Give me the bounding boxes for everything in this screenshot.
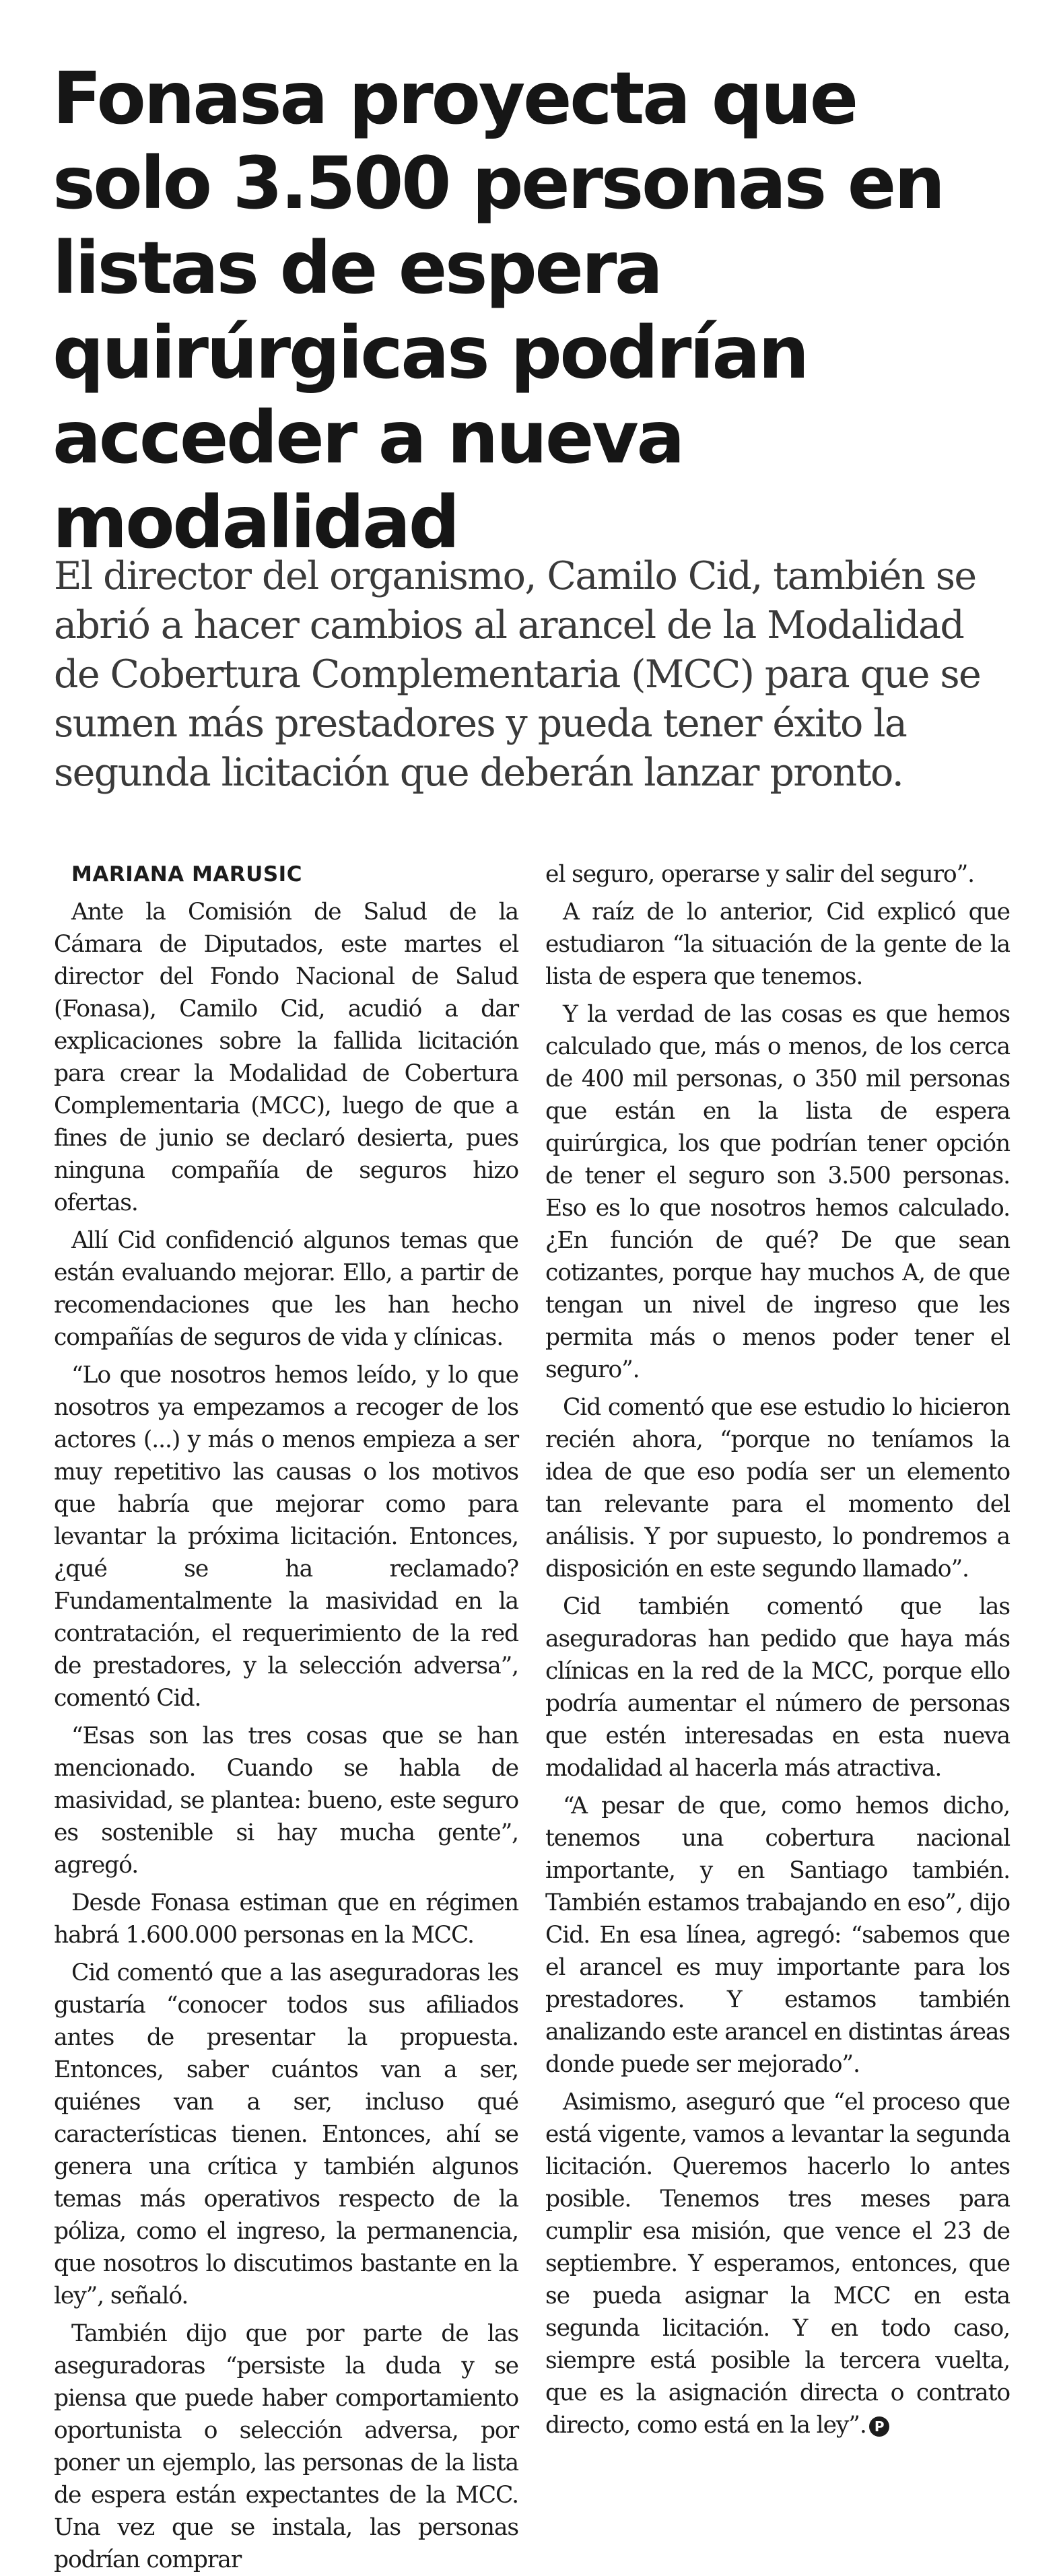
paragraph: También dijo que por parte de las aseguradoras “persiste la duda y se piensa que puede haber comportamiento oportunista o selección adversa, por poner un ejemplo, las personas de la lista de espera están expectantes de la MCC. Una vez que se instala, las personas podrían comprar — [54, 2320, 518, 2573]
paragraph: “A pesar de que, como hemos dicho, tenemos una cobertura nacional importante, y en Santiago también. También estamos trabajando en eso”, dijo Cid. En esa línea, agregó: “sabemos que el arancel es muy importante para los prestadores. Y estamos también analizando este arancel en distintas áreas donde puede ser mejorado”. — [545, 1792, 1010, 2078]
paragraph-final — [545, 2086, 1010, 2441]
paragraph: Y la verdad de las cosas es que hemos calculado que, más o menos, de los cerca de 400 mil personas, o 350 mil personas que están en la lista de espera quirúrgica, los que podrían tener opción de tener el seguro son 3.500 personas. Eso es lo que nosotros hemos calculado. ¿En función de qué? De que sean cotizantes, porque hay muchos A, de que tengan un nivel de ingreso que les permita más o menos poder tener el seguro”. — [545, 1001, 1010, 1383]
paragraph: Desde Fonasa estiman que en régimen habrá 1.600.000 personas en la MCC. — [54, 1889, 518, 1949]
column-left — [54, 858, 518, 2573]
paragraph: “Lo que nosotros hemos leído, y lo que nosotros ya empezamos a recoger de los actores (...) y más o menos empieza a ser muy repetitivo las causas o los motivos que habría que mejorar como para levantar la próxima licitación. Entonces, ¿qué se ha reclamado? Fundamentalmente la masividad en la contratación, el requerimiento de la red de prestadores, y la selección adversa”, comentó Cid. — [54, 1362, 518, 1712]
column-right — [545, 858, 1010, 2501]
end-of-article-icon: P — [869, 2416, 889, 2437]
paragraph: Cid comentó que ese estudio lo hicieron recién ahora, “porque no teníamos la idea de que eso podía ser un elemento tan relevante para el momento del análisis. Y por supuesto, lo pondremos a disposición en este segundo llamado”. — [545, 1394, 1010, 1582]
final-text: Asimismo, aseguró que “el proceso que está vigente, vamos a levantar la segunda licitación. Queremos hacerlo lo antes posible. Tenemos tres meses para cumplir esa misión, que vence el 23 de septiembre. Y esperamos, entonces, que se pueda asignar la MCC en esta segunda licitación. Y en todo caso, siempre está posible la tercera vuelta, que es la asignación directa o contrato directo, como está en la ley”. — [545, 2089, 1010, 2439]
byline: MARIANA MARUSIC — [71, 862, 302, 886]
headline: Fonasa proyecta que solo 3.500 personas en listas de espera quirúrgicas podrían acceder a nueva modalidad — [53, 57, 943, 565]
paragraph: Ante la Comisión de Salud de la Cámara de Diputados, este martes el director del Fondo Nacional de Salud (Fonasa), Camilo Cid, acudió a dar explicaciones sobre la fallida licitación para crear la Modalidad de Cobertura Complementaria (MCC), luego de que a fines de junio se declaró desierta, pues ninguna compañía de seguros hizo ofertas. — [54, 899, 518, 1216]
paragraph: Cid también comentó que las aseguradoras han pedido que haya más clínicas en la red de la MCC, porque ello podría aumentar el número de personas que estén interesadas en esta nueva modalidad al hacerla más atractiva. — [545, 1593, 1010, 1782]
paragraph: Allí Cid confidenció algunos temas que están evaluando mejorar. Ello, a partir de recomendaciones que les han hecho compañías de seguros de vida y clínicas. — [54, 1227, 518, 1351]
paragraph: el seguro, operarse y salir del seguro”. — [545, 861, 975, 888]
paragraph: Cid comentó que a las aseguradoras les gustaría “conocer todos sus afiliados antes de presentar la propuesta. Entonces, saber cuántos van a ser, quiénes van a ser, incluso qué características tienen. Entonces, ahí se genera una crítica y también algunos temas más operativos respecto de la póliza, como el ingreso, la permanencia, que nosotros lo discutimos bastante en la ley”, señaló. — [54, 1959, 518, 2309]
article-body — [54, 858, 1010, 2573]
subheadline: El director del organismo, Camilo Cid, también se abrió a hacer cambios al arancel de la Modalidad de Cobertura Complementaria (MCC) para que se sumen más prestadores y pueda tener éxito la segunda licitación que deberán lanzar pronto. — [54, 554, 981, 795]
paragraph: “Esas son las tres cosas que se han mencionado. Cuando se habla de masividad, se plantea: bueno, este seguro es sostenible si hay mucha gente”, agregó. — [54, 1722, 518, 1879]
paragraph: A raíz de lo anterior, Cid explicó que estudiaron “la situación de la gente de la lista de espera que tenemos. — [545, 899, 1010, 990]
